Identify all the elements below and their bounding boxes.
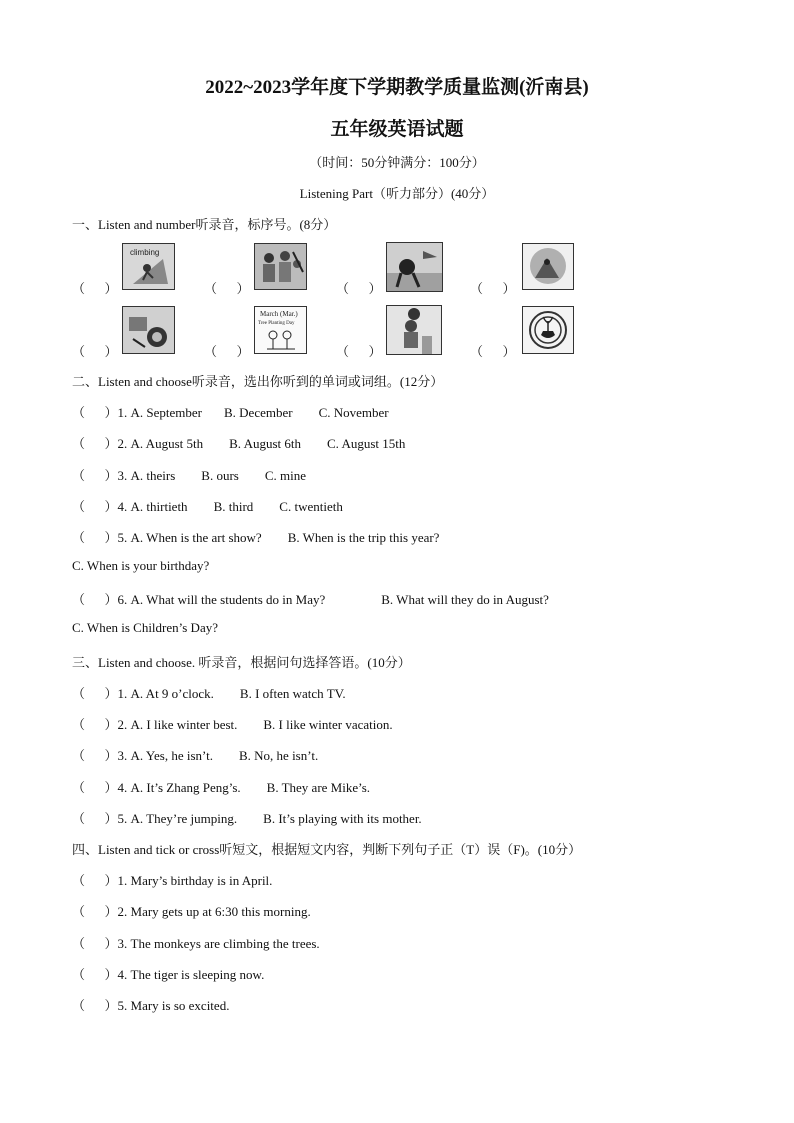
question-number: 4. [117,499,128,514]
answer-paren: （ ） [470,344,516,359]
option-b: B. ours [201,468,239,483]
option-b: B. When is the trip this year? [287,530,440,545]
answer-paren: （ ） [72,936,118,951]
time-info: （时间：50分钟满分：100分） [309,155,485,170]
answer-paren: （ ） [72,592,118,607]
answer-paren: （ ） [72,499,118,514]
question-row [72,808,422,827]
option-b: B. No, he isn’t. [238,748,319,763]
answer-paren: （ ） [72,873,118,888]
mountain-climb-icon [522,243,574,290]
option-b: B. It’s playing with its mother. [263,811,422,826]
option-b: B. I often watch TV. [239,686,346,701]
answer-paren: （ ） [72,405,118,420]
option-c-wrapped: C. When is Children’s Day? [72,620,218,635]
listening-part-label: Listening Part（听力部分）(40分） [299,186,495,201]
question-number: 2. [117,717,128,732]
section1-heading: 一、Listen and number听录音，标序号。(8分） [72,217,337,232]
option-a: A. They’re jumping. [130,811,238,826]
option-c: C. twentieth [279,499,343,514]
answer-paren: （ ） [72,436,118,451]
statement-text: 4. The tiger is sleeping now. [117,967,265,982]
statement-text: 2. Mary gets up at 6:30 this morning. [117,904,311,919]
option-c: C. November [318,405,389,420]
question-number: 4. [117,780,128,795]
option-a: A. Yes, he isn’t. [130,748,213,763]
climbing-picture-icon [122,243,175,290]
option-b: B. December [224,405,293,420]
option-b: B. They are Mike’s. [266,780,371,795]
exam-subtitle: 五年级英语试题 [330,119,464,140]
picture-caption: Tree Planting Day [258,321,295,326]
question-number: 3. [117,468,128,483]
option-a: A. thirtieth [130,499,188,514]
option-c-wrapped: C. When is your birthday? [72,558,210,573]
option-a: A. When is the art show? [130,530,262,545]
answer-paren: （ ） [72,780,118,795]
answer-paren: （ ） [72,811,118,826]
question-row [72,777,370,796]
answer-paren: （ ） [72,967,118,982]
statement-row [72,870,272,889]
statement-text: 3. The monkeys are climbing the trees. [117,936,320,951]
beach-picture-icon [386,242,443,292]
statement-row [72,901,311,920]
question-row [72,714,393,733]
answer-paren: （ ） [72,686,118,701]
answer-paren: （ ） [336,344,382,359]
statement-text: 1. Mary’s birthday is in April. [117,873,273,888]
hand-plant-badge-icon [522,306,574,354]
option-a: A. What will the students do in May? [130,592,326,607]
question-number: 1. [117,405,128,420]
tree-planting-day-icon [254,306,307,354]
question-row [72,433,405,452]
option-a: A. It’s Zhang Peng’s. [130,780,241,795]
answer-paren: （ ） [72,468,118,483]
answer-paren: （ ） [72,998,118,1013]
answer-paren: （ ） [72,717,118,732]
option-b: B. third [213,499,254,514]
answer-paren: （ ） [204,281,250,296]
option-a: A. theirs [130,468,176,483]
answer-paren: （ ） [204,344,250,359]
statement-row [72,933,320,952]
picture-caption: climbing [130,248,160,257]
family-picture-icon [254,243,307,290]
option-a: A. At 9 o’clock. [130,686,214,701]
answer-paren: （ ） [72,281,118,296]
option-b: B. I like winter vacation. [263,717,393,732]
answer-paren: （ ） [72,748,118,763]
question-number: 2. [117,436,128,451]
option-a: A. September [130,405,202,420]
option-a: A. I like winter best. [130,717,238,732]
question-number: 3. [117,748,128,763]
option-c: C. August 15th [326,436,406,451]
section4-heading: 四、Listen and tick or cross听短文，根据短文内容，判断下列句子正（T）误（F)。(10分） [72,842,582,857]
option-b: B. What will they do in August? [381,592,549,607]
statement-text: 5. Mary is so excited. [117,998,230,1013]
cooking-picture-icon [122,306,175,354]
question-row [72,465,306,484]
section2-heading: 二、Listen and choose听录音，选出你听到的单词或词组。(12分） [72,374,444,389]
answer-paren: （ ） [72,344,118,359]
answer-paren: （ ） [72,530,118,545]
statement-row [72,995,229,1014]
answer-paren: （ ） [336,281,382,296]
question-row [72,589,549,608]
question-row [72,527,439,546]
question-row [72,683,346,702]
question-number: 5. [117,811,128,826]
answer-paren: （ ） [72,904,118,919]
question-row [72,402,389,421]
basketball-boy-icon [386,305,442,355]
section3-heading: 三、Listen and choose. 听录音，根据问句选择答语。(10分） [72,655,411,670]
question-number: 6. [117,592,128,607]
exam-title: 2022~2023学年度下学期教学质量监测(沂南县) [205,77,589,98]
question-row [72,745,318,764]
question-number: 5. [117,530,128,545]
option-a: A. August 5th [130,436,204,451]
question-number: 1. [117,686,128,701]
answer-paren: （ ） [470,281,516,296]
option-b: B. August 6th [229,436,301,451]
statement-row [72,964,264,983]
question-row [72,496,343,515]
option-c: C. mine [264,468,307,483]
picture-caption: March (Mar.) [260,310,298,318]
